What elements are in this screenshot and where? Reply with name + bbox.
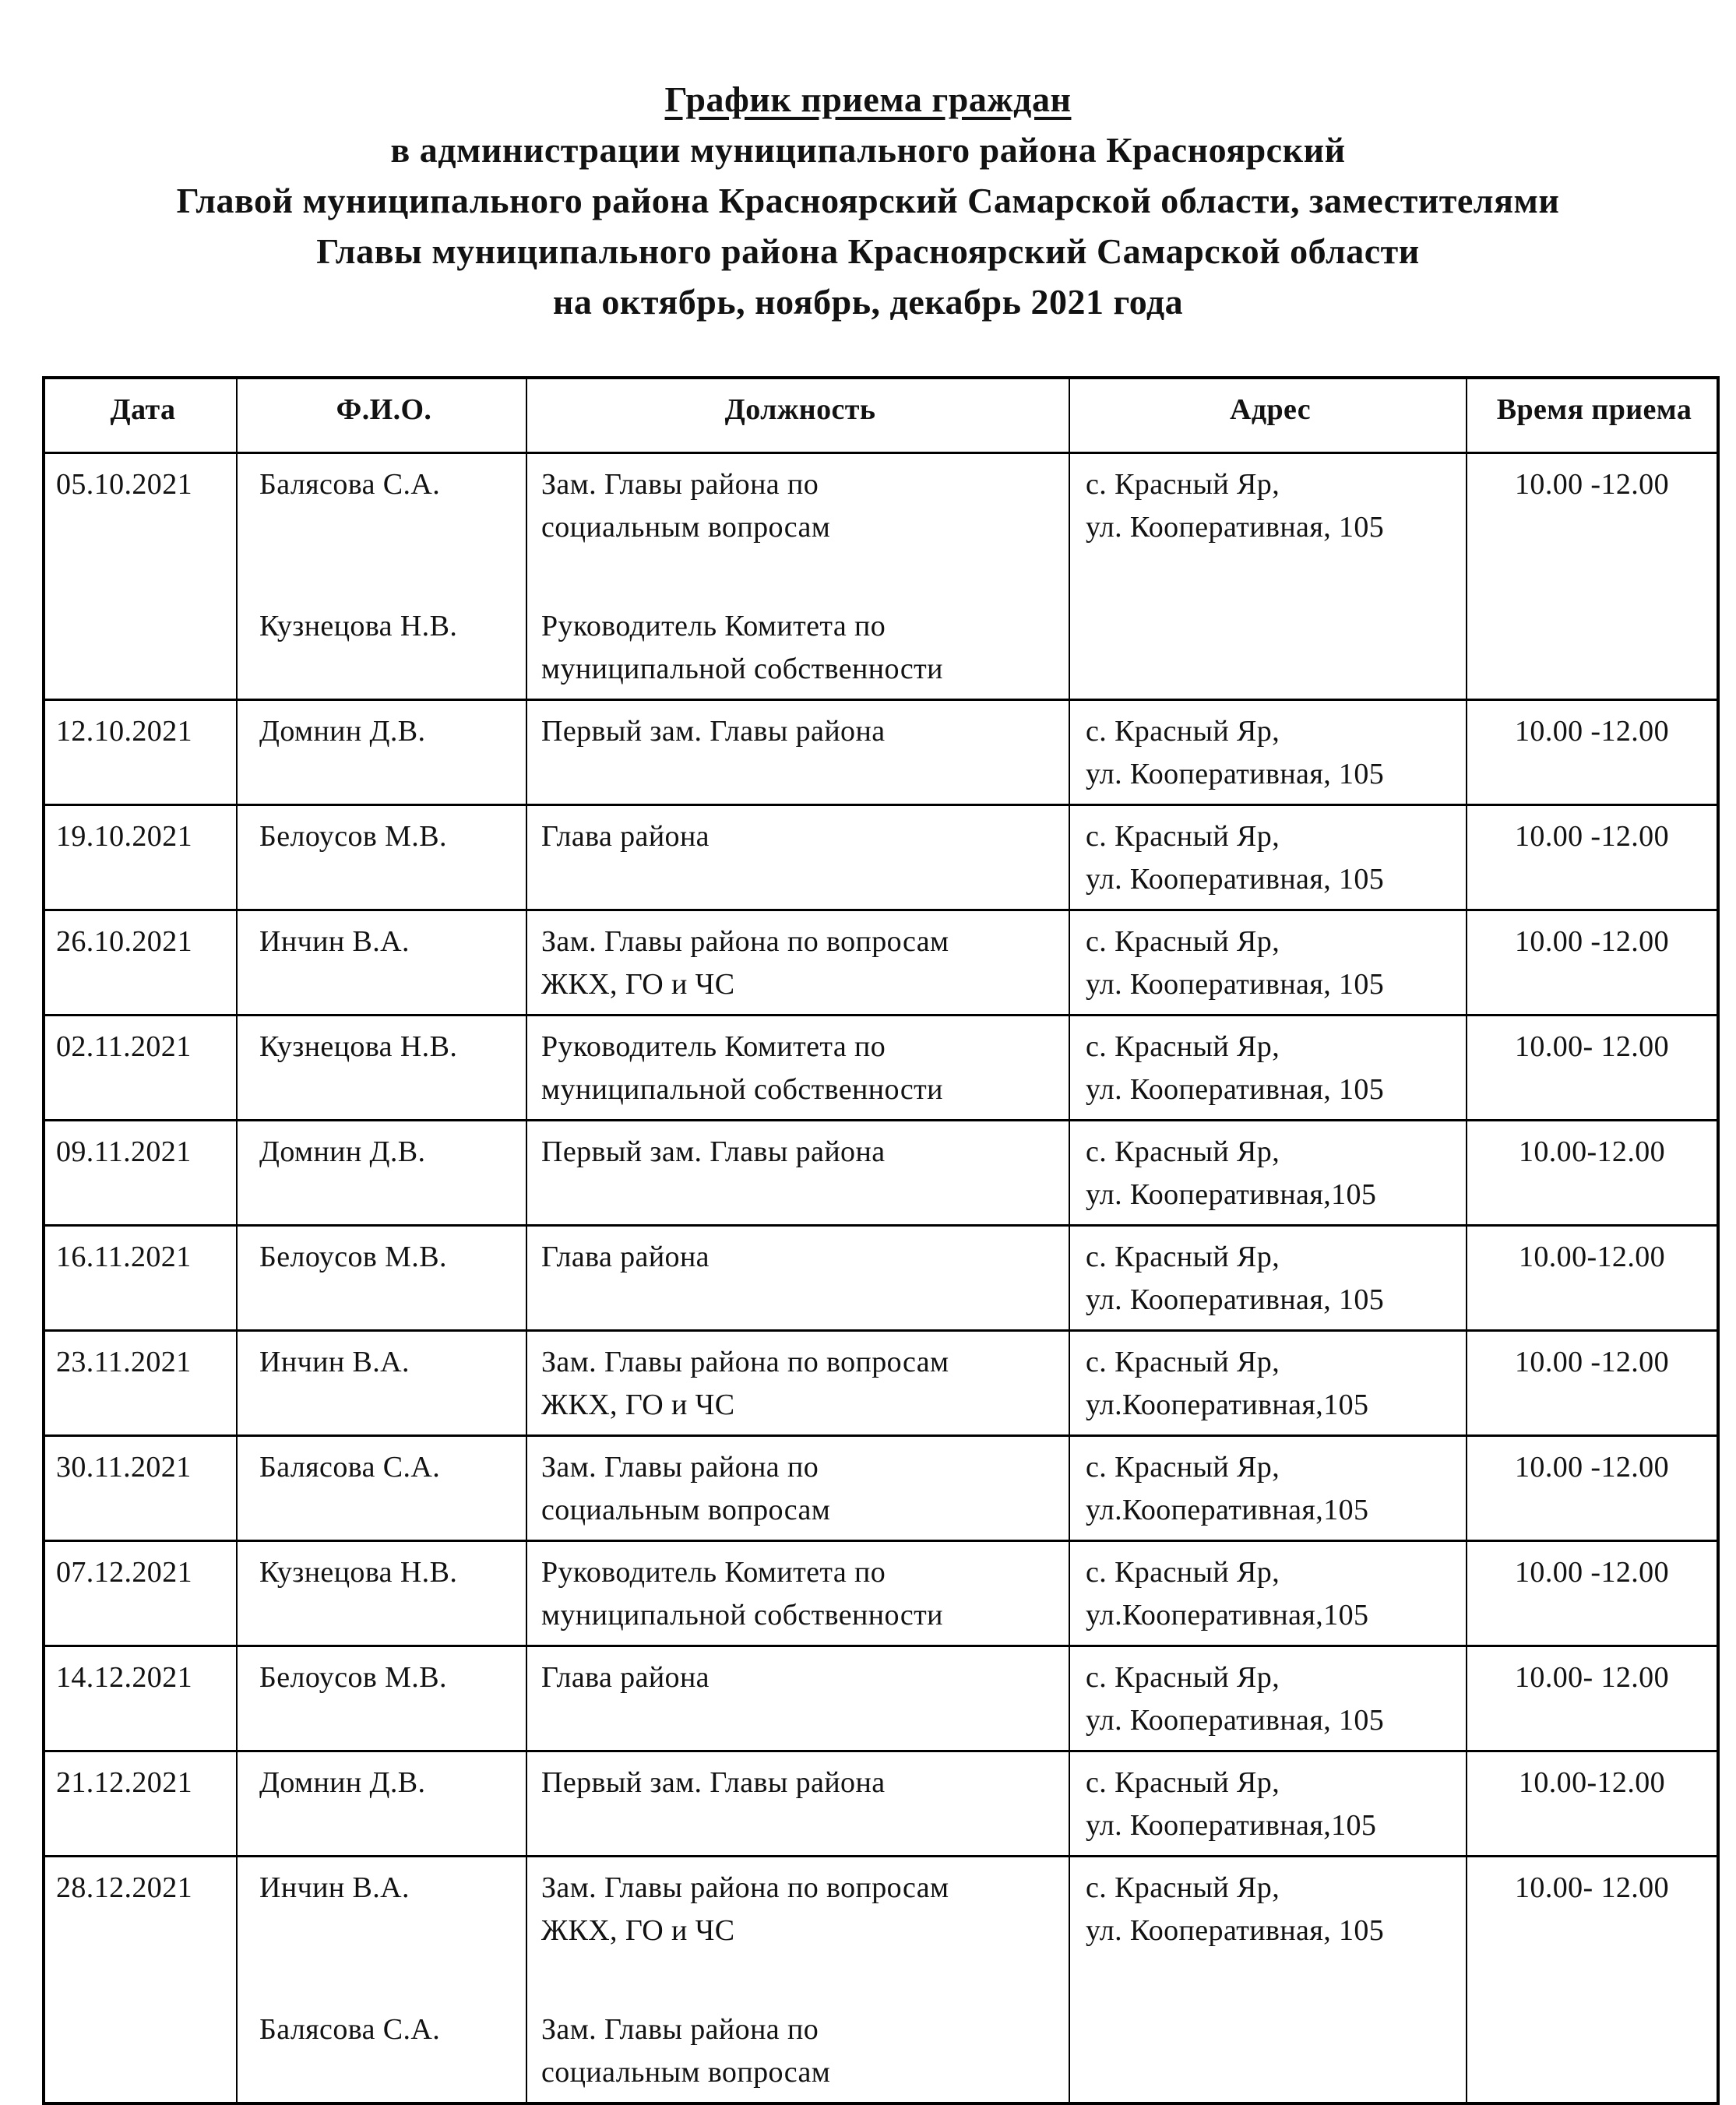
cell-address: с. Красный Яр, ул. Кооперативная, 105 [1069, 1015, 1467, 1120]
title-line-3: Главой муниципального района Красноярский Самарской области, заместителями [176, 181, 1560, 220]
person-name: Кузнецова Н.В. [259, 609, 458, 642]
cell-address: с. Красный Яр, ул. Кооперативная, 105 [1069, 1856, 1467, 2103]
col-header-date: Дата [44, 378, 237, 452]
cell-date: 12.10.2021 [44, 699, 237, 804]
person-name: Инчин В.А. [259, 1871, 410, 1904]
person-name: Балясова С.А. [259, 2012, 441, 2046]
person-position: Первый зам. Главы района [541, 1135, 886, 1168]
cell-names [237, 699, 526, 804]
cell-date: 02.11.2021 [44, 1015, 237, 1120]
table-row [44, 1856, 1718, 2103]
cell-names [237, 910, 526, 1015]
cell-names [237, 452, 526, 699]
cell-names [237, 1540, 526, 1646]
col-header-address: Адрес [1069, 378, 1467, 452]
cell-address: с. Красный Яр, ул. Кооперативная,105 [1069, 1120, 1467, 1225]
table-row [44, 699, 1718, 804]
cell-time: 10.00-12.00 [1467, 1751, 1718, 1856]
cell-names [237, 1225, 526, 1330]
person-position: Руководитель Комитета по муниципальной собственности [541, 1030, 943, 1106]
cell-names [237, 1330, 526, 1435]
table-row [44, 452, 1718, 699]
table-header-row [44, 378, 1718, 452]
cell-address: с. Красный Яр, ул. Кооперативная, 105 [1069, 1646, 1467, 1751]
cell-time: 10.00 -12.00 [1467, 804, 1718, 910]
person-name: Белоусов М.В. [259, 1660, 447, 1694]
cell-address: с. Красный Яр, ул.Кооперативная,105 [1069, 1540, 1467, 1646]
person-name: Домнин Д.В. [259, 714, 426, 748]
cell-positions [526, 1120, 1069, 1225]
cell-time: 10.00 -12.00 [1467, 1435, 1718, 1540]
cell-date: 26.10.2021 [44, 910, 237, 1015]
person-position: Первый зам. Главы района [541, 714, 886, 748]
person-position: Зам. Главы района по вопросам ЖКХ, ГО и ЧС [541, 1871, 949, 1947]
table-row [44, 1330, 1718, 1435]
cell-address: с. Красный Яр, ул. Кооперативная,105 [1069, 1751, 1467, 1856]
cell-time: 10.00-12.00 [1467, 1225, 1718, 1330]
cell-time: 10.00 -12.00 [1467, 910, 1718, 1015]
cell-date: 30.11.2021 [44, 1435, 237, 1540]
table-row [44, 1646, 1718, 1751]
cell-positions [526, 804, 1069, 910]
cell-names [237, 1015, 526, 1120]
cell-date: 21.12.2021 [44, 1751, 237, 1856]
cell-date: 07.12.2021 [44, 1540, 237, 1646]
person-position: Первый зам. Главы района [541, 1765, 886, 1799]
cell-address: с. Красный Яр, ул.Кооперативная,105 [1069, 1435, 1467, 1540]
table-header [44, 378, 1718, 452]
cell-date: 05.10.2021 [44, 452, 237, 699]
table-row [44, 1435, 1718, 1540]
table-row [44, 910, 1718, 1015]
cell-address: с. Красный Яр, ул. Кооперативная, 105 [1069, 910, 1467, 1015]
cell-positions [526, 910, 1069, 1015]
person-position: Зам. Главы района по вопросам ЖКХ, ГО и ЧС [541, 1345, 949, 1421]
cell-time: 10.00- 12.00 [1467, 1015, 1718, 1120]
cell-positions [526, 1435, 1069, 1540]
person-position: Зам. Главы района по вопросам ЖКХ, ГО и ЧС [541, 924, 949, 1001]
cell-positions [526, 1330, 1069, 1435]
cell-positions [526, 1225, 1069, 1330]
person-name: Белоусов М.В. [259, 819, 447, 853]
cell-positions [526, 1751, 1069, 1856]
person-name: Домнин Д.В. [259, 1765, 426, 1799]
person-position: Руководитель Комитета по муниципальной собственности [541, 609, 943, 685]
cell-positions [526, 699, 1069, 804]
col-header-name: Ф.И.О. [237, 378, 526, 452]
table-row [44, 1120, 1718, 1225]
cell-time: 10.00 -12.00 [1467, 452, 1718, 699]
cell-address: с. Красный Яр, ул. Кооперативная, 105 [1069, 452, 1467, 699]
cell-names [237, 1751, 526, 1856]
cell-names [237, 1435, 526, 1540]
cell-positions [526, 1015, 1069, 1120]
cell-names [237, 1120, 526, 1225]
cell-address: с. Красный Яр, ул. Кооперативная, 105 [1069, 804, 1467, 910]
table-row [44, 1225, 1718, 1330]
cell-names [237, 1646, 526, 1751]
reception-schedule-table [42, 376, 1720, 2105]
cell-time: 10.00- 12.00 [1467, 1646, 1718, 1751]
title-line-1 [0, 74, 1736, 125]
cell-time: 10.00 -12.00 [1467, 1330, 1718, 1435]
col-header-position: Должность [526, 378, 1069, 452]
cell-positions [526, 452, 1069, 699]
cell-positions [526, 1856, 1069, 2103]
cell-time: 10.00-12.00 [1467, 1120, 1718, 1225]
cell-date: 09.11.2021 [44, 1120, 237, 1225]
person-name: Инчин В.А. [259, 1345, 410, 1378]
person-position: Зам. Главы района по социальным вопросам [541, 467, 831, 544]
title-line-2: в администрации муниципального района Красноярский [390, 130, 1346, 170]
title-line-5: на октябрь, ноябрь, декабрь 2021 года [552, 282, 1184, 322]
person-name: Кузнецова Н.В. [259, 1030, 458, 1063]
title-main-text: График приема граждан [664, 79, 1072, 119]
person-name: Балясова С.А. [259, 1450, 441, 1484]
table-row [44, 1751, 1718, 1856]
document-title [0, 0, 1736, 327]
cell-date: 16.11.2021 [44, 1225, 237, 1330]
person-position: Руководитель Комитета по муниципальной собственности [541, 1555, 943, 1632]
person-name: Домнин Д.В. [259, 1135, 426, 1168]
title-line-4: Главы муниципального района Красноярский Самарской области [316, 231, 1420, 271]
cell-names [237, 1856, 526, 2103]
cell-positions [526, 1646, 1069, 1751]
person-position: Глава района [541, 1240, 710, 1273]
person-position: Глава района [541, 1660, 710, 1694]
cell-date: 23.11.2021 [44, 1330, 237, 1435]
cell-time: 10.00- 12.00 [1467, 1856, 1718, 2103]
person-name: Белоусов М.В. [259, 1240, 447, 1273]
cell-date: 28.12.2021 [44, 1856, 237, 2103]
table-row [44, 804, 1718, 910]
cell-names [237, 804, 526, 910]
cell-address: с. Красный Яр, ул. Кооперативная, 105 [1069, 1225, 1467, 1330]
cell-date: 19.10.2021 [44, 804, 237, 910]
table-row [44, 1015, 1718, 1120]
schedule-table-rows [44, 452, 1718, 2103]
person-name: Кузнецова Н.В. [259, 1555, 458, 1589]
cell-time: 10.00 -12.00 [1467, 699, 1718, 804]
person-position: Зам. Главы района по социальным вопросам [541, 1450, 831, 1526]
cell-positions [526, 1540, 1069, 1646]
cell-address: с. Красный Яр, ул. Кооперативная, 105 [1069, 699, 1467, 804]
cell-date: 14.12.2021 [44, 1646, 237, 1751]
person-position: Глава района [541, 819, 710, 853]
person-name: Балясова С.А. [259, 467, 441, 501]
table-row [44, 1540, 1718, 1646]
cell-time: 10.00 -12.00 [1467, 1540, 1718, 1646]
person-name: Инчин В.А. [259, 924, 410, 958]
col-header-time: Время приема [1467, 378, 1718, 452]
cell-address: с. Красный Яр, ул.Кооперативная,105 [1069, 1330, 1467, 1435]
person-position: Зам. Главы района по социальным вопросам [541, 2012, 831, 2089]
